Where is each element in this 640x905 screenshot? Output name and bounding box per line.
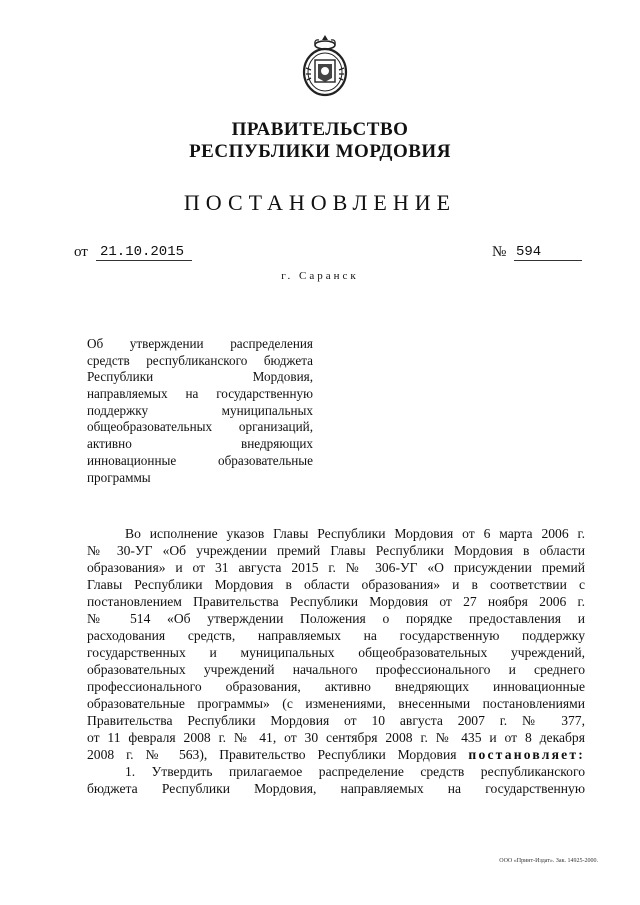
coat-of-arms-emblem [300,34,350,100]
body-line: образовательных учреждений начального профессионального и среднего [87,662,585,677]
item-line: бюджета Республики Мордовия, направляемых на государственную [87,781,585,796]
org-name-line1: ПРАВИТЕЛЬСТВО [231,119,409,140]
body-line: образовательные программы» (с изменениями, внесенными постановлениями [87,696,585,711]
subject-line: средств республиканского бюджета [87,352,313,368]
body-line-text: 2008 г. № 563), Правительство Республики Мордовия [87,747,457,762]
body-line: Главы Республики Мордовия в области образования» и в соответствии с [87,577,585,592]
body-line: Во исполнение указов Главы Республики Мордовия от 6 марта 2006 г. [125,526,585,541]
date-label: от [74,244,88,260]
body-line: государственных и муниципальных общеобразовательных учреждений, [87,645,585,660]
decree-word: постановляет: [468,747,585,762]
body-line: от 11 февраля 2008 г. № 41, от 30 сентября 2008 г. № 435 и от 8 декабря [87,730,585,745]
body-line: постановлением Правительства Республики Мордовия от 27 ноября 2006 г. [87,594,585,609]
subject-line: активно внедряющих [87,436,313,452]
body-line-with-decree [87,746,585,763]
subject-line: инновационные образовательные [87,452,313,468]
subject-line: поддержку муниципальных [87,402,313,418]
subject-line: общеобразовательных организаций, [87,419,313,435]
document-type-title: ПОСТАНОВЛЕНИЕ [183,190,457,215]
subject-line: Республики Мордовия, [87,369,313,385]
body-line: расходования средств, направляемых на государственную поддержку [87,628,585,643]
body-line: № 514 «Об утверждении Положения о порядке предоставления и [87,611,585,626]
body-text [87,525,585,797]
print-footer-note: ООО «Принт-Издат». Зак. 14925-2000. [499,858,598,864]
item-line: 1. Утвердить прилагаемое распределение средств республиканского [125,764,585,779]
subject-line: направляемых на государственную [87,386,313,402]
subject-block [87,336,313,486]
body-line: образования» и от 31 августа 2015 г. № 306-УГ «О присуждении премий [87,560,585,575]
city-name: г. Саранск [281,270,359,282]
date-number-row [74,244,582,266]
body-line: профессионального образования, активно внедряющих инновационные [87,679,585,694]
body-line: Правительства Республики Мордовия от 10 августа 2007 г. № 377, [87,713,585,728]
number-label: № [492,244,507,260]
subject-line: Об утверждении распределения [87,336,313,351]
subject-line: программы [87,469,151,485]
org-name-line2: РЕСПУБЛИКИ МОРДОВИЯ [189,141,451,162]
number-value: 594 [514,244,582,261]
body-line: № 30-УГ «Об учреждении премий Главы Республики Мордовия в области [87,543,585,558]
date-value: 21.10.2015 [96,244,192,261]
